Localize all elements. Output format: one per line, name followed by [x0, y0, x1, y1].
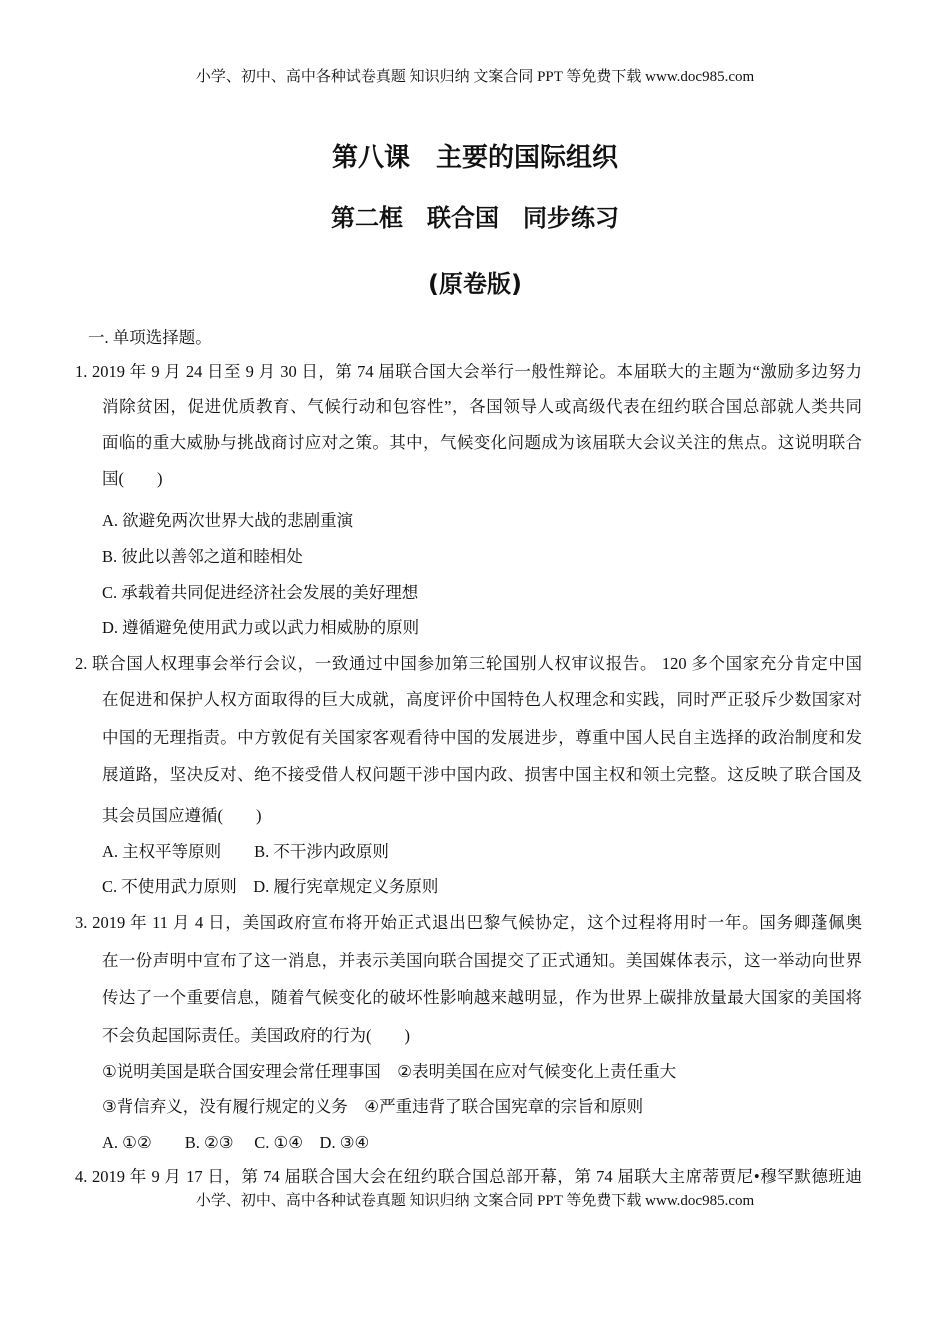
question-2-line: 展道路，坚决反对、绝不接受借人权问题干涉中国内政、损害中国主权和领土完整。这反映了联合国及	[102, 765, 862, 784]
section-subtitle: 第二框 联合国 同步练习	[331, 204, 619, 232]
question-2-line: 中国的无理指责。中方敦促有关国家客观看待中国的发展进步，尊重中国人民自主选择的政治制度和发	[102, 728, 862, 747]
question-3-line: 传达了一个重要信息，随着气候变化的破坏性影响越来越明显，作为世界上碳排放量最大国家的美国将	[102, 988, 862, 1007]
q2-options-ab: A. 主权平等原则 B. 不干涉内政原则	[102, 842, 389, 861]
q1-option-d: D. 遵循避免使用武力或以武力相威胁的原则	[102, 618, 420, 637]
q1-option-b: B. 彼此以善邻之道和睦相处	[102, 547, 303, 566]
q3-options: A. ①② B. ②③ C. ①④ D. ③④	[102, 1133, 370, 1152]
section-heading: 一. 单项选择题。	[88, 328, 212, 347]
page-header: 小学、初中、高中各种试卷真题 知识归纳 文案合同 PPT 等免费下载 www.doc985.com	[195, 69, 755, 85]
question-3-line: 不会负起国际责任。美国政府的行为( )	[102, 1026, 410, 1045]
question-2-line: 在促进和保护人权方面取得的巨大成就，高度评价中国特色人权理念和实践，同时严正驳斥少数国家对	[102, 690, 862, 709]
question-1-line: 国( )	[102, 469, 163, 488]
question-3-line: 3. 2019 年 11 月 4 日，美国政府宣布将开始正式退出巴黎气候协定，这个过程将用时一年。国务卿蓬佩奥	[75, 913, 862, 932]
question-2-line: 其会员国应遵循( )	[102, 806, 262, 825]
edition-label: (原卷版)	[428, 270, 522, 298]
q3-statements-34: ③背信弃义，没有履行规定的义务 ④严重违背了联合国宪章的宗旨和原则	[102, 1097, 644, 1116]
q1-option-c: C. 承载着共同促进经济社会发展的美好理想	[102, 583, 419, 602]
question-3-line: 在一份声明中宣布了这一消息，并表示美国向联合国提交了正式通知。美国媒体表示，这一举动向世界	[102, 951, 862, 970]
question-1-line: 消除贫困，促进优质教育、气候行动和包容性”，各国领导人或高级代表在纽约联合国总部就人类共同	[102, 397, 862, 416]
question-1-line: 面临的重大威胁与挑战商讨应对之策。其中，气候变化问题成为该届联大会议关注的焦点。这说明联合	[102, 433, 862, 452]
q3-statements-12: ①说明美国是联合国安理会常任理事国 ②表明美国在应对气候变化上责任重大	[102, 1062, 677, 1081]
question-1-line: 1. 2019 年 9 月 24 日至 9 月 30 日，第 74 届联合国大会举行一般性辩论。本届联大的主题为“激励多边努力	[75, 362, 862, 381]
q2-options-cd: C. 不使用武力原则 D. 履行宪章规定义务原则	[102, 877, 439, 896]
question-2-line: 2. 联合国人权理事会举行会议，一致通过中国参加第三轮国别人权审议报告。 120 多个国家充分肯定中国	[75, 654, 862, 673]
page-footer: 小学、初中、高中各种试卷真题 知识归纳 文案合同 PPT 等免费下载 www.doc985.com	[195, 1193, 755, 1209]
lesson-title: 第八课 主要的国际组织	[331, 143, 618, 173]
question-4-line: 4. 2019 年 9 月 17 日，第 74 届联合国大会在纽约联合国总部开幕，第 74 届联大主席蒂贾尼•穆罕默德班迪	[75, 1167, 862, 1186]
q1-option-a: A. 欲避免两次世界大战的悲剧重演	[102, 511, 354, 530]
